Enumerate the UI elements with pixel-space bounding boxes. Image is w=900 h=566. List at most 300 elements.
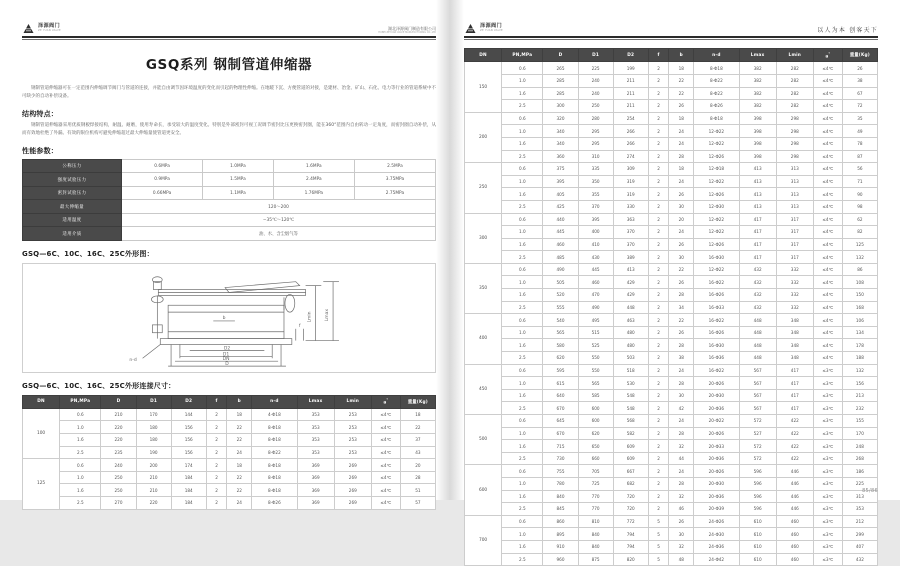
table-cell: 220	[101, 421, 136, 434]
table-cell: 369	[297, 497, 334, 510]
param-value: 0.9MPa	[122, 173, 203, 187]
table-row	[465, 74, 878, 87]
table-cell: 20-Φ26	[694, 465, 739, 478]
brand-text-right	[480, 24, 503, 32]
column-header: D	[543, 49, 578, 62]
column-header: b	[669, 49, 694, 62]
dim-label-b: b	[222, 315, 226, 321]
param-row	[23, 213, 436, 227]
table-row	[465, 352, 878, 365]
table-cell: 38	[842, 74, 877, 87]
table-cell: 448	[613, 301, 648, 314]
left-page-header	[22, 12, 436, 34]
table-cell: 389	[613, 251, 648, 264]
page-number: 85/86	[862, 488, 878, 494]
table-cell: 48	[669, 553, 694, 566]
param-label: 密封试验压力	[23, 186, 122, 200]
table-cell: 282	[776, 74, 813, 87]
table-cell: 446	[776, 503, 813, 516]
brand-name-cn: 泽源阀门	[480, 23, 502, 30]
table-cell: 282	[776, 100, 813, 113]
table-cell: 565	[543, 326, 578, 339]
table-cell: ≤4℃	[371, 497, 400, 510]
table-cell: 16-Φ36	[694, 352, 739, 365]
table-cell: 309	[613, 163, 648, 176]
table-cell: 56	[842, 163, 877, 176]
table-row	[23, 408, 436, 421]
table-cell: 518	[613, 364, 648, 377]
column-header: PN,MPa	[502, 49, 543, 62]
table-cell: 24	[227, 497, 252, 510]
table-cell: ≤4℃	[371, 446, 400, 459]
performance-params-body	[23, 159, 436, 240]
table-cell: 295	[578, 125, 613, 138]
column-header: Lmax	[739, 49, 776, 62]
table-cell: 8-Φ22	[694, 87, 739, 100]
table-row	[465, 188, 878, 201]
table-cell: 313	[776, 200, 813, 213]
table-cell: 810	[578, 515, 613, 528]
table-cell: 640	[543, 389, 578, 402]
table-cell: 596	[739, 465, 776, 478]
column-header: 重量(Kg)	[842, 49, 877, 62]
table-cell: 548	[613, 389, 648, 402]
table-cell: 572	[739, 440, 776, 453]
table-cell: 24	[669, 364, 694, 377]
table-cell: 525	[578, 339, 613, 352]
table-cell: 2	[206, 484, 227, 497]
header-slogan: 以人为本 创客天下	[817, 27, 878, 34]
header-company-en: HUBEI ZEYUAN VALVE MANUFACTURING CO.,LTD	[378, 31, 436, 34]
dn-group-cell: 125	[23, 459, 60, 509]
table-cell: 188	[842, 352, 877, 365]
table-cell: 28	[400, 471, 435, 484]
table-cell: 2	[648, 226, 669, 239]
table-cell: 555	[543, 301, 578, 314]
table-cell: 28	[669, 150, 694, 163]
table-cell: 1.0	[502, 477, 543, 490]
table-cell: 610	[739, 515, 776, 528]
table-cell: 26	[669, 188, 694, 201]
table-cell: 20-Φ36	[694, 402, 739, 415]
table-cell: 8-Φ18	[252, 459, 297, 472]
table-cell: 37	[400, 434, 435, 447]
table-cell: 895	[543, 528, 578, 541]
table-cell: 150	[842, 289, 877, 302]
dn-group-cell: 600	[465, 465, 502, 515]
table-cell: ≤4℃	[813, 289, 842, 302]
table-cell: 417	[739, 251, 776, 264]
table-cell: 480	[613, 326, 648, 339]
column-header: D	[101, 395, 136, 408]
table-cell: 24	[669, 175, 694, 188]
table-cell: 269	[334, 497, 371, 510]
param-row	[23, 227, 436, 241]
param-row	[23, 173, 436, 187]
table-cell: 780	[543, 477, 578, 490]
table-cell: 0.6	[502, 163, 543, 176]
table-row	[465, 465, 878, 478]
table-cell: ≤4℃	[371, 421, 400, 434]
table-cell: 253	[334, 446, 371, 459]
table-cell: 1.0	[502, 528, 543, 541]
table-row	[23, 471, 436, 484]
table-cell: 2.5	[502, 100, 543, 113]
column-header: PN,MPa	[60, 395, 101, 408]
table-cell: 417	[776, 364, 813, 377]
dim-label-lmin: Lmin	[307, 311, 313, 323]
table-cell: 429	[613, 289, 648, 302]
table-cell: 2.5	[502, 553, 543, 566]
table-row	[465, 238, 878, 251]
table-cell: 78	[842, 137, 877, 150]
param-value: 1.0MPa	[203, 159, 274, 173]
table-cell: 1.0	[60, 421, 101, 434]
table-cell: 650	[578, 440, 613, 453]
table-cell: 1.0	[502, 276, 543, 289]
table-cell: 250	[578, 100, 613, 113]
table-cell: ≤4℃	[813, 74, 842, 87]
table-cell: 44	[669, 452, 694, 465]
table-row	[465, 528, 878, 541]
dim-label-f: f	[298, 323, 301, 329]
table-cell: 87	[842, 150, 877, 163]
table-cell: 670	[543, 402, 578, 415]
table-cell: 268	[842, 452, 877, 465]
table-cell: 2	[648, 263, 669, 276]
table-cell: 253	[334, 434, 371, 447]
table-cell: 1.6	[502, 188, 543, 201]
table-cell: 445	[578, 263, 613, 276]
table-cell: 430	[578, 251, 613, 264]
table-row	[465, 226, 878, 239]
brand-text	[38, 24, 61, 32]
table-cell: 211	[613, 100, 648, 113]
left-table-header-row	[23, 395, 436, 408]
table-cell: 20-Φ26	[694, 377, 739, 390]
table-cell: ≤4℃	[371, 434, 400, 447]
table-cell: 26	[669, 326, 694, 339]
table-cell: 20-Φ22	[694, 415, 739, 428]
table-cell: 382	[739, 87, 776, 100]
table-cell: 2	[648, 238, 669, 251]
table-cell: 2	[648, 339, 669, 352]
table-cell: 28	[669, 339, 694, 352]
table-cell: 24-Φ30	[694, 528, 739, 541]
table-cell: 1.0	[502, 74, 543, 87]
table-cell: 596	[739, 490, 776, 503]
column-header: f	[206, 395, 227, 408]
table-cell: ≤3℃	[813, 377, 842, 390]
table-cell: 840	[578, 528, 613, 541]
table-cell: 211	[613, 74, 648, 87]
table-cell: 2	[648, 100, 669, 113]
table-row	[465, 263, 878, 276]
table-row	[465, 137, 878, 150]
table-cell: ≤4℃	[813, 137, 842, 150]
table-cell: 548	[613, 402, 648, 415]
param-value: 油、水、含尘烟气等	[122, 227, 436, 241]
brand-name-cn: 泽源阀门	[38, 23, 60, 30]
table-cell: 317	[776, 238, 813, 251]
table-row	[465, 62, 878, 75]
column-header: a°	[813, 49, 842, 62]
table-cell: 24-Φ36	[694, 540, 739, 553]
table-cell: 340	[543, 137, 578, 150]
dn-group-cell: 500	[465, 415, 502, 465]
table-cell: 213	[842, 389, 877, 402]
table-cell: 90	[842, 188, 877, 201]
table-cell: 0.6	[502, 314, 543, 327]
table-cell: 24-Φ26	[694, 515, 739, 528]
table-cell: 266	[613, 125, 648, 138]
table-row	[465, 452, 878, 465]
table-cell: 363	[613, 213, 648, 226]
table-row	[465, 163, 878, 176]
table-cell: 190	[136, 446, 171, 459]
table-cell: 348	[776, 339, 813, 352]
table-cell: 417	[739, 238, 776, 251]
table-cell: 2	[648, 74, 669, 87]
param-label: 公称压力	[23, 159, 122, 173]
table-cell: 20-Φ30	[694, 477, 739, 490]
table-cell: 425	[543, 200, 578, 213]
table-cell: 610	[739, 553, 776, 566]
dn-group-cell: 300	[465, 213, 502, 263]
table-cell: 298	[776, 112, 813, 125]
table-cell: 24	[669, 137, 694, 150]
table-cell: 2	[648, 188, 669, 201]
table-cell: 720	[613, 490, 648, 503]
table-cell: 440	[543, 213, 578, 226]
table-cell: 2	[648, 87, 669, 100]
right-dimension-table-wrap	[464, 48, 878, 566]
table-row	[465, 427, 878, 440]
dimension-table-heading: GSQ—6C、10C、16C、25C外形连接尺寸：	[22, 381, 176, 390]
table-cell: 18	[227, 459, 252, 472]
table-cell: ≤3℃	[813, 452, 842, 465]
table-cell: 8-Φ18	[252, 471, 297, 484]
table-cell: 20-Φ26	[694, 427, 739, 440]
table-cell: ≤3℃	[813, 364, 842, 377]
table-row	[465, 276, 878, 289]
table-cell: 413	[739, 188, 776, 201]
table-cell: 2.5	[502, 301, 543, 314]
table-cell: 170	[842, 427, 877, 440]
table-cell: 1.0	[502, 326, 543, 339]
column-header: D1	[578, 49, 613, 62]
column-header: n-d	[252, 395, 297, 408]
column-header: D1	[136, 395, 171, 408]
table-cell: 313	[842, 490, 877, 503]
table-cell: 174	[171, 459, 206, 472]
table-cell: 18	[669, 163, 694, 176]
table-cell: 71	[842, 175, 877, 188]
brand-logo	[22, 23, 61, 34]
table-cell: 596	[739, 503, 776, 516]
table-cell: 353	[842, 503, 877, 516]
table-cell: 550	[578, 364, 613, 377]
table-cell: 2	[648, 137, 669, 150]
header-rule-thin	[22, 39, 436, 40]
intro-paragraph: 钢制管道伸缩器可在一定范围内伸缩调节阀门与管道的连接，并能自由调节因环境温度的变化而引起的物理性伸缩。在地暖下沉、方便管道的对接，是建材、冶金、矿山、石化、电力等行业的管道系统中不可缺少的自动补偿设备。	[22, 86, 436, 100]
table-cell: 820	[613, 553, 648, 566]
table-cell: 8-Φ26	[694, 100, 739, 113]
table-cell: 422	[776, 427, 813, 440]
mountain-logo-icon	[464, 23, 477, 34]
table-cell: 355	[578, 188, 613, 201]
param-value: 1.76MPa	[273, 186, 354, 200]
table-cell: 398	[739, 137, 776, 150]
column-header: 重量(Kg)	[400, 395, 435, 408]
table-cell: ≤3℃	[813, 528, 842, 541]
table-cell: 20-Φ33	[694, 440, 739, 453]
table-cell: 520	[543, 289, 578, 302]
table-cell: 2	[648, 440, 669, 453]
table-cell: 12-Φ22	[694, 125, 739, 138]
table-cell: 770	[578, 503, 613, 516]
table-row	[465, 150, 878, 163]
table-cell: 2	[648, 326, 669, 339]
table-cell: 4-Φ18	[252, 408, 297, 421]
table-cell: 490	[543, 263, 578, 276]
table-cell: ≤3℃	[813, 402, 842, 415]
table-cell: 8-Φ22	[694, 74, 739, 87]
header-company-cn: 湖北泽源阀门制造有限公司	[388, 26, 436, 31]
table-cell: 568	[613, 415, 648, 428]
table-cell: 2.5	[60, 446, 101, 459]
table-cell: ≤4℃	[813, 163, 842, 176]
table-row	[465, 326, 878, 339]
table-cell: 32	[669, 440, 694, 453]
table-row	[465, 213, 878, 226]
table-cell: 332	[776, 301, 813, 314]
left-page	[0, 0, 450, 506]
table-cell: 600	[578, 415, 613, 428]
table-cell: 8-Φ18	[252, 434, 297, 447]
table-cell: 660	[578, 452, 613, 465]
column-header: n-d	[694, 49, 739, 62]
table-cell: 353	[297, 408, 334, 421]
right-dimension-table	[464, 48, 878, 566]
table-cell: 49	[842, 125, 877, 138]
table-cell: 211	[613, 87, 648, 100]
table-cell: ≤3℃	[813, 427, 842, 440]
table-cell: ≤4℃	[813, 251, 842, 264]
table-row	[23, 434, 436, 447]
table-cell: 235	[101, 446, 136, 459]
page-title: GSQ系列 钢制管道伸缩器	[145, 57, 313, 74]
table-cell: 2	[648, 427, 669, 440]
table-cell: 16-Φ22	[694, 314, 739, 327]
table-row	[465, 503, 878, 516]
table-cell: ≤4℃	[371, 484, 400, 497]
table-cell: 253	[334, 421, 371, 434]
table-cell: 254	[613, 112, 648, 125]
table-cell: ≤4℃	[813, 263, 842, 276]
table-cell: 755	[543, 465, 578, 478]
gutter-shadow-right	[450, 0, 464, 500]
table-cell: 16-Φ30	[694, 339, 739, 352]
table-cell: 348	[776, 314, 813, 327]
table-cell: 370	[613, 226, 648, 239]
table-cell: 432	[842, 553, 877, 566]
table-cell: 22	[669, 314, 694, 327]
table-cell: 2	[648, 477, 669, 490]
table-cell: 8-Φ18	[252, 421, 297, 434]
table-row	[23, 421, 436, 434]
table-cell: 595	[543, 364, 578, 377]
table-cell: 460	[776, 553, 813, 566]
table-cell: ≤4℃	[813, 339, 842, 352]
table-cell: 156	[171, 421, 206, 434]
table-cell: 705	[578, 465, 613, 478]
table-row	[465, 553, 878, 566]
table-cell: 2	[648, 452, 669, 465]
right-page-header	[464, 12, 878, 34]
table-cell: 199	[613, 62, 648, 75]
table-cell: 1.6	[502, 490, 543, 503]
table-cell: 18	[669, 112, 694, 125]
column-header: f	[648, 49, 669, 62]
table-cell: 266	[613, 137, 648, 150]
table-cell: 600	[578, 402, 613, 415]
header-rule	[464, 36, 878, 38]
table-cell: ≤3℃	[813, 515, 842, 528]
table-cell: 567	[739, 364, 776, 377]
table-cell: 2.5	[502, 352, 543, 365]
table-cell: 1.6	[502, 540, 543, 553]
figure-heading: GSQ—6C、10C、16C、25C外形图：	[22, 249, 154, 258]
table-cell: 28	[669, 427, 694, 440]
table-cell: 840	[578, 540, 613, 553]
column-header: Lmin	[334, 395, 371, 408]
table-cell: 348	[776, 352, 813, 365]
table-cell: 12-Φ26	[694, 188, 739, 201]
param-row	[23, 159, 436, 173]
table-cell: 35	[842, 112, 877, 125]
table-cell: 210	[136, 471, 171, 484]
table-cell: 2	[648, 112, 669, 125]
table-cell: 382	[739, 100, 776, 113]
table-cell: 22	[227, 434, 252, 447]
table-cell: 12-Φ22	[694, 226, 739, 239]
performance-params-table	[22, 159, 436, 241]
column-header: a°	[371, 395, 400, 408]
table-cell: 220	[101, 434, 136, 447]
table-cell: 1.0	[502, 226, 543, 239]
table-cell: 2	[206, 497, 227, 510]
left-table-head	[23, 395, 436, 408]
table-cell: 2.5	[502, 251, 543, 264]
table-cell: 24	[227, 446, 252, 459]
table-cell: 370	[613, 238, 648, 251]
dn-group-cell: 350	[465, 263, 502, 313]
table-cell: 300	[543, 100, 578, 113]
table-cell: ≤3℃	[813, 503, 842, 516]
table-cell: 184	[171, 497, 206, 510]
table-cell: 22	[227, 421, 252, 434]
table-row	[465, 112, 878, 125]
table-cell: 270	[101, 497, 136, 510]
column-header: DN	[465, 49, 502, 62]
table-cell: 298	[776, 125, 813, 138]
table-cell: 530	[613, 377, 648, 390]
dim-label-d: D	[225, 362, 229, 368]
param-row	[23, 186, 436, 200]
table-cell: 240	[101, 459, 136, 472]
table-cell: 2	[648, 465, 669, 478]
